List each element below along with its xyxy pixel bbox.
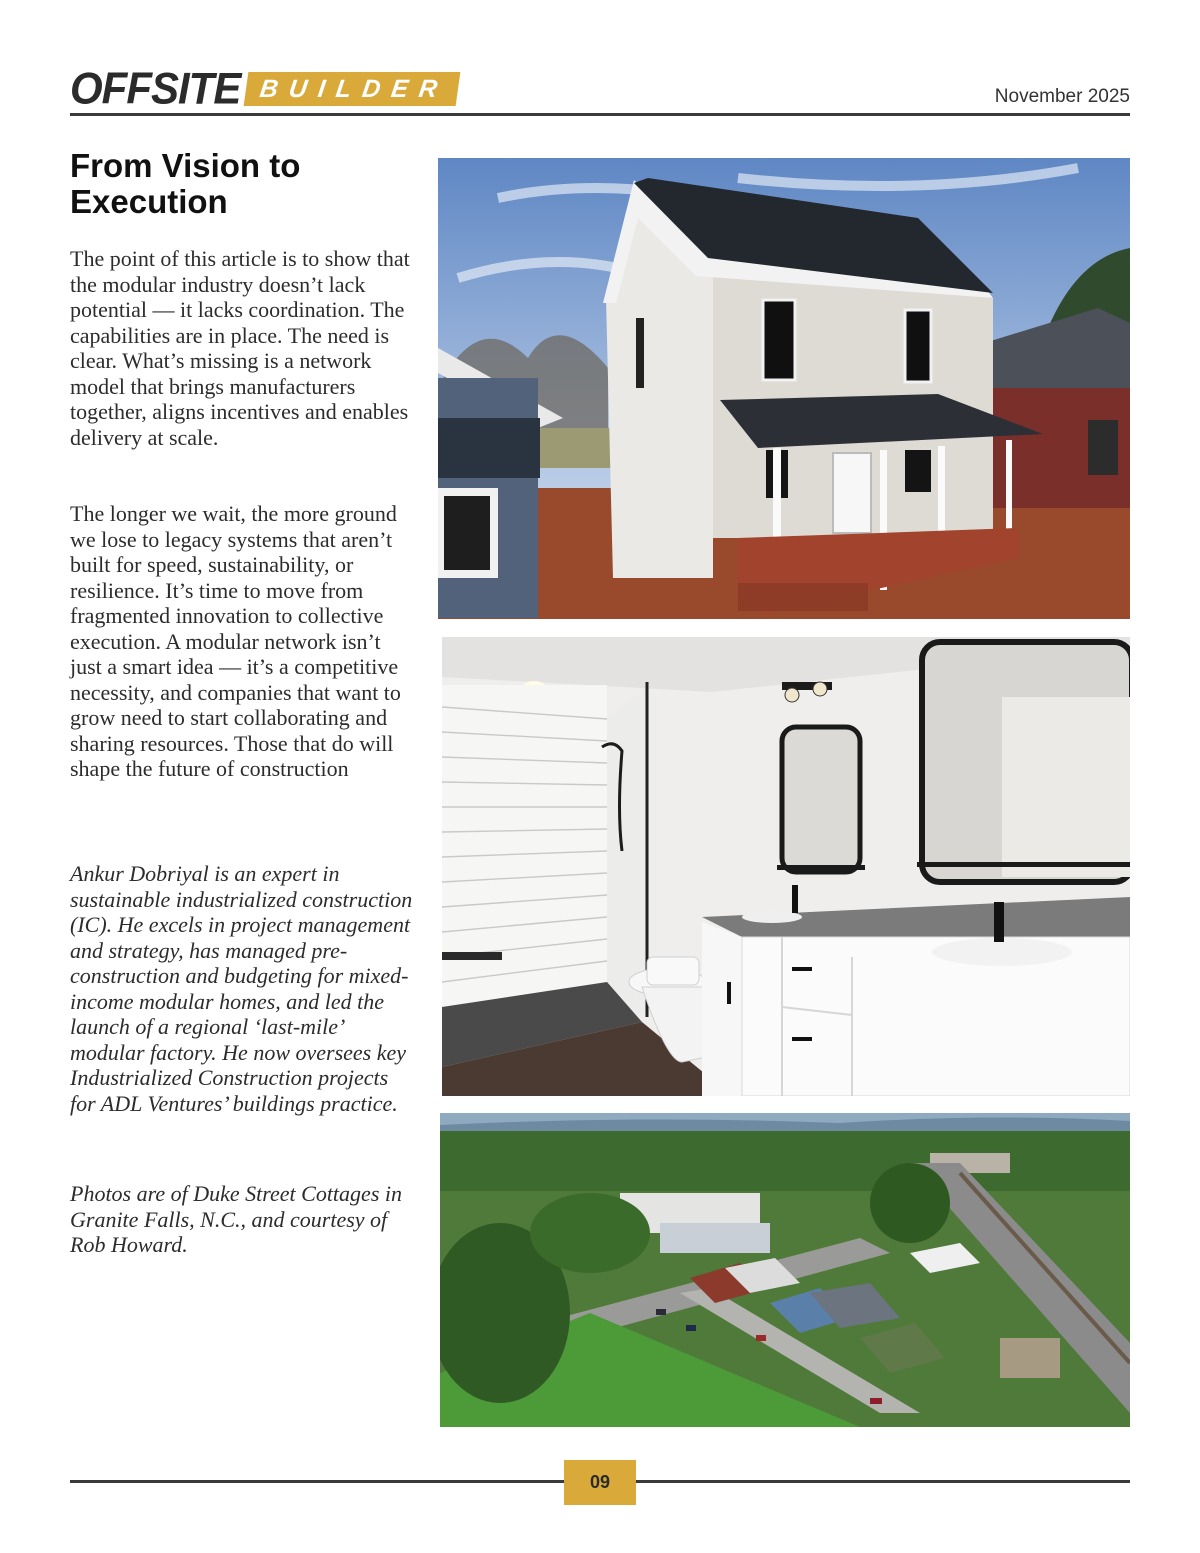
logo-offsite-wordmark: OFFSITE [70, 63, 241, 114]
article-paragraph-2: The longer we wait, the more ground we lose to legacy systems that aren’t built for speed, sustainability, or resilience. It’s time to move from fragmented innovation to collective execution. A modular network isn’t just a smart idea — it’s a competitive necessity, and companies that want to grow need to start collaborating and sharing resources. Those that do will shape the future of construction [70, 501, 401, 781]
bathroom-interior-photo [442, 637, 1130, 1096]
logo-builder-wordmark: BUILDER [244, 72, 461, 106]
header-divider [70, 113, 1130, 116]
article-paragraph-1: The point of this article is to show that the modular industry doesn’t lack potential — it lacks coordination. The capabilities are in place. The need is clear. What’s missing is a network model that brings manufacturers together, aligns incentives and enables delivery at scale. [70, 246, 410, 450]
page-number: 09 [564, 1460, 636, 1505]
photo-credit: Photos are of Duke Street Cottages in Granite Falls, N.C., and courtesy of Rob Howard. [70, 1181, 402, 1257]
aerial-cottages-photo [440, 1113, 1130, 1427]
issue-date: November 2025 [994, 86, 1130, 107]
cottage-exterior-photo [438, 158, 1130, 619]
masthead-logo [70, 63, 458, 114]
article-heading: From Vision to Execution [70, 147, 301, 220]
author-bio: Ankur Dobriyal is an expert in sustainable industrialized construction (IC). He excels in project management and strategy, has managed pre-construction and budgeting for mixed-income modular homes, and led the launch of a regional ‘last-mile’ modular factory. He now oversees key Industrialized Construction projects for ADL Ventures’ buildings practice. [70, 861, 413, 1116]
